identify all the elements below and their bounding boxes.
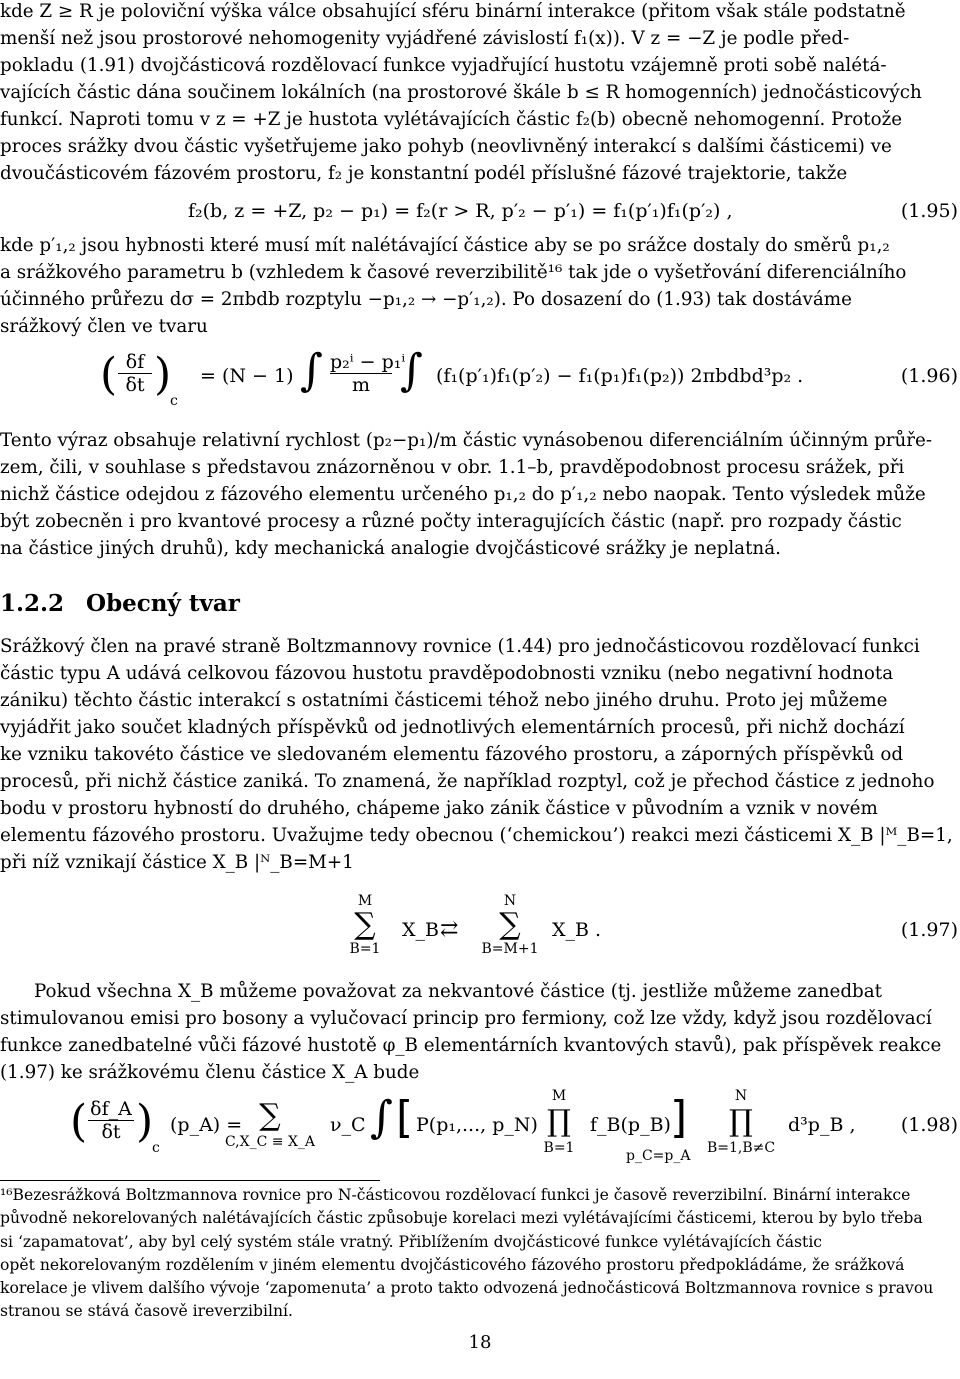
- paragraph-1: [0, 0, 960, 187]
- section-title: Obecný tvar: [86, 590, 240, 617]
- integral-sign: ∫: [370, 1092, 393, 1143]
- text-line: pokladu (1.91) dvojčásticová rozdělovací funkce vyjadřující hustotu vzájemně proti sobě nalétá-: [0, 55, 887, 76]
- text-line: vajících částic dána součinem lokálních (na prostorové škále b ≤ R homogenních) jednočásticových: [0, 82, 922, 103]
- sum-lower-limit: B=M+1: [481, 941, 539, 957]
- equation-rest: (f₁(p′₁)f₁(p′₂) − f₁(p₁)f₁(p₂)) 2πbdbd³p₂ .: [436, 365, 804, 387]
- right-paren: ): [136, 1096, 154, 1147]
- left-bracket: [: [396, 1092, 414, 1143]
- footnote-line: opět nekorelovaným rozdělením v jiném elementu dvojčásticového fázového prostoru předpokládáme, že srážková: [0, 1255, 905, 1274]
- text-line: proces srážky dvou částic vyšetřujeme jako pohyb (neovlivněný interakcí s dalšími částicemi) ve: [0, 136, 892, 157]
- page-number: 18: [468, 1332, 492, 1353]
- text-line: menší než jsou prostorové nehomogenity vyjádřené závislostí f₁(x)). V z = −Z je podle před-: [0, 28, 850, 49]
- sum-upper-limit: N: [503, 893, 517, 909]
- fraction-denominator: δt: [125, 374, 145, 396]
- text-line: zem, čili, v souhlase s představou znázorněnou v obr. 1.1–b, pravděpodobnost procesu srážek, při: [0, 457, 905, 478]
- equation-term: X_B .: [552, 919, 602, 941]
- sum-lower-limit: B=1: [349, 941, 381, 957]
- left-paren: (: [70, 1096, 88, 1147]
- product-lower-limit: B=1: [543, 1140, 575, 1156]
- footnote: [0, 1184, 960, 1324]
- probability-term: P(p₁,..., p_N): [416, 1114, 538, 1136]
- text-line: funkcí. Naproti tomu v z = +Z je hustota vylétávajících částic f₂(b) obecně nehomogenní. Protože: [0, 109, 903, 130]
- equation-1-96: [0, 345, 960, 415]
- sum-sign: ∑: [499, 907, 521, 942]
- product-sign: ∏: [729, 1104, 753, 1139]
- left-paren: (: [100, 349, 118, 400]
- product-lower-limit: B=1,B≠C: [706, 1140, 776, 1156]
- text-line: Tento výraz obsahuje relativní rychlost (p₂−p₁)/m částic vynásobenou diferenciálním účinným průře-: [0, 430, 933, 451]
- integral-sign: ∫: [300, 345, 323, 396]
- right-paren: ): [154, 349, 172, 400]
- text-line: Srážkový člen na pravé straně Boltzmannovy rovnice (1.44) pro jednočásticovou rozdělovací funkci: [0, 636, 920, 657]
- fraction-denominator: m: [351, 374, 371, 396]
- integral-sign: ∫: [400, 345, 423, 396]
- product-upper-limit: M: [551, 1088, 567, 1104]
- footnote-line: původně nekorelovaných nalétávajících částic způsobuje korelaci mezi vylétávajícími částicemi, kterou by bylo třeba: [0, 1209, 923, 1228]
- text-line: (1.97) ke srážkovému členu částice X_A bude: [0, 1062, 420, 1083]
- sum-upper-limit: M: [357, 893, 373, 909]
- reaction-arrow: ⇄: [440, 917, 459, 942]
- text-line: procesů, při nichž částice zaniká. To znamená, že například rozptyl, což je přechod částice z jednoho: [0, 771, 935, 792]
- equation-number: (1.97): [900, 919, 958, 941]
- text-line: částic typu A udává celkovou fázovou hustotu pravděpodobnosti vzniku (nebo negativní hodnota: [0, 663, 894, 684]
- text-line: srážkový člen ve tvaru: [0, 316, 208, 337]
- text-line: být zobecněn i pro kvantové procesy a různé počty interagujících částic (např. pro rozpady částic: [0, 511, 902, 532]
- paragraph-4: [0, 633, 960, 876]
- product-sign: ∏: [547, 1104, 571, 1139]
- subscript-c: c: [170, 393, 178, 409]
- product-term: d³p_B ,: [788, 1114, 856, 1136]
- equation-number: (1.95): [900, 200, 958, 222]
- equation-term: X_B: [402, 919, 439, 941]
- footnote-line: korelace je vlivem dalšího vývoje ‘zapomenuta’ a proto takto odvozená jednočásticová Boltzmannova rovnice s pravou: [0, 1279, 934, 1298]
- product-upper-limit: N: [734, 1088, 748, 1104]
- equation-number: (1.96): [900, 365, 958, 387]
- paragraph-2: [0, 232, 960, 340]
- equation-1-97: [0, 893, 960, 973]
- text-line: na částice jiných druhů), kdy mechanická analogie dvojčásticové srážky je neplatná.: [0, 538, 781, 559]
- text-line: funkce zanedbatelné vůči fázové hustotě φ_B elementárních kvantových stavů), pak příspěvek reakce: [0, 1035, 942, 1056]
- section-heading: [0, 590, 240, 617]
- fraction-numerator: δf: [118, 351, 152, 374]
- equation-middle: = (N − 1): [200, 365, 294, 387]
- text-line: a srážkového parametru b (vzhledem k časové reverzibilitě¹⁶ tak jde o vyšetřování diferenciálního: [0, 262, 907, 283]
- bracket-subscript: p_C=p_A: [626, 1148, 691, 1164]
- fraction-numerator: δf_A: [88, 1098, 134, 1121]
- equation-number: (1.98): [900, 1114, 958, 1136]
- sum-sign: ∑: [259, 1098, 281, 1133]
- sum-sign: ∑: [354, 907, 376, 942]
- text-line: elementu fázového prostoru. Uvažujme tedy obecnou (‘chemickou’) reakci mezi částicemi X_B |ᴹ_B=1,: [0, 825, 953, 846]
- equation-1-95: [0, 200, 960, 230]
- footnote-rule: [0, 1180, 380, 1181]
- text-line: stimulovanou emisi pro bosony a vylučovací princip pro fermiony, což lze vždy, když jsou rozdělovací: [0, 1008, 932, 1029]
- text-line: nichž částice odejdou z fázového elementu určeného p₁,₂ do p′₁,₂ nebo naopak. Tento výsledek může: [0, 484, 926, 505]
- paragraph-3: [0, 427, 960, 562]
- text-line: Pokud všechna X_B můžeme považovat za nekvantové částice (tj. jestliže můžeme zanedbat: [34, 981, 882, 1002]
- right-bracket: ]: [670, 1092, 688, 1143]
- footnote-line: stranou se stává časově ireverzibilní.: [0, 1302, 293, 1321]
- paragraph-5: [0, 978, 960, 1086]
- text-line: kde p′₁,₂ jsou hybnosti které musí mít nalétávající částice aby se po srážce dostaly do směrů p₁,₂: [0, 235, 890, 256]
- footnote-line: si ‘zapamatovat’, aby byl celý systém stále vratný. Přiblížením dvojčásticové funkce vylétávajících částic: [0, 1232, 823, 1251]
- text-line: kde Z ≥ R je poloviční výška válce obsahující sféru binární interakce (přitom však stále podstatně: [0, 1, 906, 22]
- fraction-denominator: δt: [101, 1121, 121, 1143]
- text-line: zániku) těchto částic interakcí s ostatními částicemi téhož nebo jiného druhu. Proto jej můžeme: [0, 690, 888, 711]
- footnote-line: ¹⁶Bezesrážková Boltzmannova rovnice pro N-částicovou rozdělovací funkci je časově reverzibilní. Binární interakce: [0, 1186, 911, 1204]
- text-line: bodu v prostoru hybností do druhého, chápeme jako zánik částice v původním a vznik v novém: [0, 798, 878, 819]
- equation-lhs-argument: (p_A) =: [170, 1114, 243, 1136]
- section-number: 1.2.2: [0, 590, 65, 617]
- text-line: dvoučásticovém fázovém prostoru, f₂ je konstantní podél příslušné fázové trajektorie, takže: [0, 163, 848, 184]
- subscript-c: c: [152, 1140, 160, 1156]
- text-line: účinného průřezu dσ = 2πbdb rozptylu −p₁,₂ → −p′₁,₂). Po dosazení do (1.93) tak dostáváme: [0, 289, 852, 310]
- sum-lower-limit: C,X_C ≡ X_A: [224, 1134, 316, 1150]
- fraction-numerator: p₂ⁱ − p₁ⁱ: [330, 351, 406, 373]
- text-line: ke vzniku takovéto částice ve sledovaném elementu fázového prostoru, a záporných příspěvků od: [0, 744, 904, 765]
- equation-1-98: [0, 1088, 960, 1170]
- equation-body: f₂(b, z = +Z, p₂ − p₁) = f₂(r > R, p′₂ − p′₁) = f₁(p′₁)f₁(p′₂) ,: [188, 200, 733, 222]
- text-line: při níž vznikají částice X_B |ᴺ_B=M+1: [0, 852, 354, 873]
- nu-coefficient: ν_C: [330, 1114, 366, 1136]
- text-line: vyjádřit jako součet kladných příspěvků od jednotlivých elementárních procesů, při nichž dochází: [0, 717, 905, 738]
- product-term: f_B(p_B): [590, 1114, 671, 1136]
